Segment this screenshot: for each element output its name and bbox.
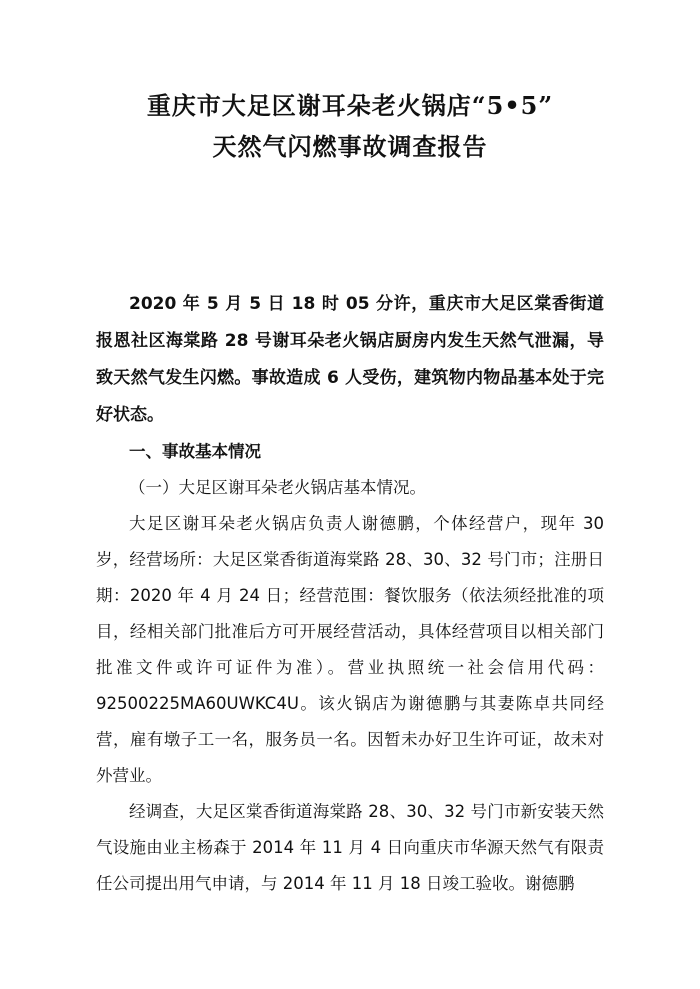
report-title-line-1: 重庆市大足区谢耳朵老火锅店“5•5” — [146, 91, 554, 120]
report-body — [96, 286, 604, 902]
restaurant-info-paragraph: 大足区谢耳朵老火锅店负责人谢德鹏，个体经营户，现年 30 岁，经营场所：大足区棠香街道海棠路 28、30、32 号门市；注册日期：2020 年 4 月 24 日；经营范围：餐饮服务（依法须经批准的项目，经相关部门批准后方可开展经营活动，具体经营项目以相关部门批准文件或许可证件为准）。营业执照统一社会信用代码：92500225MA60UWKC4U。该火锅店为谢德鹏与其妻陈卓共同经营，雇有墩子工一名，服务员一名。因暂未办好卫生许可证，故未对外营业。 — [96, 514, 604, 785]
section-heading-basic-info: 一、事故基本情况 — [129, 442, 261, 461]
subsection-heading-restaurant-info: （一）大足区谢耳朵老火锅店基本情况。 — [129, 478, 426, 497]
intro-paragraph: 2020 年 5 月 5 日 18 时 05 分许，重庆市大足区棠香街道报恩社区海棠路 28 号谢耳朵老火锅店厨房内发生天然气泄漏，导致天然气发生闪燃。事故造成 6 人受伤，建筑物内物品基本处于完好状态。 — [96, 294, 604, 425]
report-title-line-2: 天然气闪燃事故调查报告 — [212, 132, 488, 161]
investigation-paragraph: 经调查，大足区棠香街道海棠路 28、30、32 号门市新安装天然气设施由业主杨森于 2014 年 11 月 4 日向重庆市华源天然气有限责任公司提出用气申请，与 2014 年 11 月 18 日竣工验收。谢德鹏 — [96, 802, 604, 893]
